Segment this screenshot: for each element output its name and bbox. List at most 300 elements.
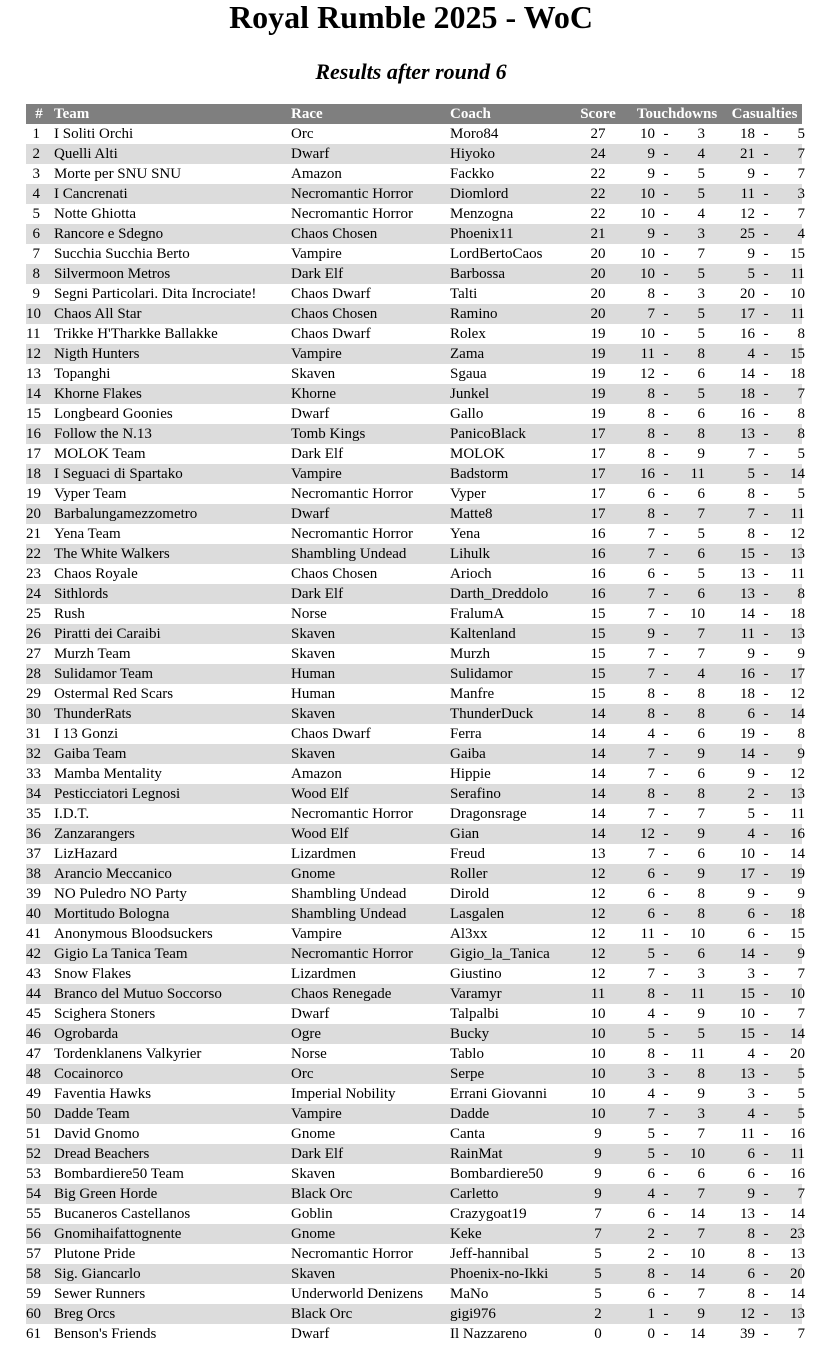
separator: - xyxy=(663,546,669,562)
coach-cell: Barbossa xyxy=(448,264,569,284)
touchdowns-cell-for: 7 xyxy=(647,666,655,682)
table-row xyxy=(26,144,802,164)
table-row xyxy=(26,584,802,604)
touchdowns-cell-for: 7 xyxy=(647,526,655,542)
coach-cell: Dadde xyxy=(448,1104,569,1124)
score-cell: 20 xyxy=(569,304,627,324)
team-cell: Big Green Horde xyxy=(52,1184,289,1204)
race-cell: Vampire xyxy=(289,464,448,484)
race-cell: Norse xyxy=(291,1046,327,1062)
separator: - xyxy=(763,166,769,182)
team-cell: Vyper Team xyxy=(54,486,127,502)
race-cell: Necromantic Horror xyxy=(291,1246,414,1262)
page-title: Royal Rumble 2025 - WoC xyxy=(229,0,593,35)
casualties-cell-against: 17 xyxy=(790,666,805,682)
race-cell: Chaos Dwarf xyxy=(291,286,371,302)
touchdowns-cell-against: 6 xyxy=(697,946,705,962)
separator: - xyxy=(763,1086,769,1102)
separator: - xyxy=(663,746,669,762)
score-cell: 16 xyxy=(590,566,606,582)
touchdowns-cell-for: 6 xyxy=(647,486,655,502)
casualties-cell xyxy=(727,1184,805,1204)
touchdowns-cell-against: 7 xyxy=(697,506,705,522)
score-cell: 11 xyxy=(569,984,627,1004)
casualties-cell xyxy=(727,784,805,804)
touchdowns-cell-against: 8 xyxy=(697,426,705,442)
separator: - xyxy=(763,826,769,842)
touchdowns-cell-against: 5 xyxy=(697,1026,705,1042)
rank-cell: 30 xyxy=(26,704,52,724)
casualties-cell-against: 7 xyxy=(797,166,805,182)
race-cell: Chaos Dwarf xyxy=(291,726,371,742)
race-cell: Necromantic Horror xyxy=(291,486,414,502)
casualties-cell-for: 16 xyxy=(740,666,755,682)
casualties-cell-for: 9 xyxy=(747,166,755,182)
touchdowns-cell-against: 14 xyxy=(690,1206,705,1222)
separator: - xyxy=(663,766,669,782)
race-cell: Gnome xyxy=(289,1224,448,1244)
score-cell: 12 xyxy=(569,864,627,884)
touchdowns-cell-for: 8 xyxy=(647,386,655,402)
casualties-cell xyxy=(727,344,805,364)
casualties-cell-against: 11 xyxy=(790,306,805,322)
casualties-cell-against: 16 xyxy=(790,1166,805,1182)
casualties-cell-for: 18 xyxy=(740,126,755,142)
score-cell: 14 xyxy=(590,726,606,742)
rank-cell: 29 xyxy=(26,686,41,702)
rank-cell: 9 xyxy=(32,286,40,302)
touchdowns-cell-against: 8 xyxy=(697,686,705,702)
race-cell: Black Orc xyxy=(289,1184,448,1204)
race-cell: Imperial Nobility xyxy=(291,1086,396,1102)
separator: - xyxy=(663,1126,669,1142)
casualties-cell-for: 5 xyxy=(747,266,755,282)
touchdowns-cell-for: 12 xyxy=(640,366,655,382)
table-row xyxy=(26,1084,802,1104)
rank-cell: 25 xyxy=(26,606,41,622)
race-cell: Goblin xyxy=(291,1206,333,1222)
coach-cell: Carletto xyxy=(448,1184,569,1204)
separator: - xyxy=(663,126,669,142)
casualties-cell xyxy=(727,944,805,964)
team-cell: Sig. Giancarlo xyxy=(52,1264,289,1284)
table-row xyxy=(26,804,802,824)
team-cell: Zanzarangers xyxy=(52,824,289,844)
separator: - xyxy=(663,566,669,582)
coach-cell: Il Nazzareno xyxy=(450,1326,528,1342)
table-row xyxy=(26,644,802,664)
casualties-cell-against: 18 xyxy=(790,606,805,622)
touchdowns-cell-against: 3 xyxy=(697,286,705,302)
casualties-cell-for: 13 xyxy=(740,566,755,582)
score-cell: 10 xyxy=(590,1046,606,1062)
casualties-cell-against: 10 xyxy=(790,986,805,1002)
casualties-cell-against: 8 xyxy=(797,726,805,742)
col-header-casualties: Casualties xyxy=(727,104,802,124)
coach-cell: Vyper xyxy=(450,486,486,502)
table-row xyxy=(26,204,802,224)
table-row xyxy=(26,1024,802,1044)
table-row xyxy=(26,264,802,284)
casualties-cell-against: 14 xyxy=(790,706,805,722)
team-cell: Silvermoon Metros xyxy=(52,264,289,284)
casualties-cell xyxy=(727,524,805,544)
touchdowns-cell-against: 7 xyxy=(697,1186,705,1202)
touchdowns-cell-against: 6 xyxy=(697,486,705,502)
touchdowns-cell xyxy=(627,384,727,404)
race-cell: Dwarf xyxy=(289,144,448,164)
casualties-cell-against: 11 xyxy=(790,566,805,582)
touchdowns-cell-against: 6 xyxy=(697,546,705,562)
score-cell: 10 xyxy=(569,1064,627,1084)
separator: - xyxy=(763,606,769,622)
casualties-cell-against: 5 xyxy=(797,1066,805,1082)
score-cell: 21 xyxy=(569,224,627,244)
casualties-cell-against: 16 xyxy=(790,826,805,842)
casualties-cell xyxy=(727,204,805,224)
touchdowns-cell xyxy=(627,744,727,764)
touchdowns-cell xyxy=(627,884,727,904)
casualties-cell-against: 5 xyxy=(797,446,805,462)
casualties-cell-for: 13 xyxy=(740,426,755,442)
touchdowns-cell xyxy=(627,124,727,144)
coach-cell: Giustino xyxy=(450,966,502,982)
score-cell: 17 xyxy=(569,504,627,524)
separator: - xyxy=(663,686,669,702)
score-cell: 19 xyxy=(569,344,627,364)
touchdowns-cell xyxy=(627,1044,727,1064)
touchdowns-cell-for: 8 xyxy=(647,446,655,462)
coach-cell: Canta xyxy=(450,1126,485,1142)
separator: - xyxy=(663,726,669,742)
separator: - xyxy=(763,1006,769,1022)
casualties-cell xyxy=(727,824,805,844)
casualties-cell-for: 10 xyxy=(740,1006,755,1022)
coach-cell: Serpe xyxy=(448,1064,569,1084)
touchdowns-cell xyxy=(627,844,727,864)
table-row xyxy=(26,784,802,804)
race-cell: Chaos Chosen xyxy=(291,566,378,582)
coach-cell: Zama xyxy=(448,344,569,364)
casualties-cell-against: 12 xyxy=(790,686,805,702)
touchdowns-cell xyxy=(627,944,727,964)
rank-cell: 58 xyxy=(26,1264,52,1284)
table-row xyxy=(26,944,802,964)
casualties-cell-for: 14 xyxy=(740,366,755,382)
team-cell: Segni Particolari. Dita Incrociate! xyxy=(54,286,257,302)
separator: - xyxy=(763,1226,769,1242)
race-cell: Amazon xyxy=(291,766,342,782)
rank-cell: 22 xyxy=(26,544,52,564)
race-cell: Human xyxy=(291,686,336,702)
score-cell: 15 xyxy=(590,606,606,622)
touchdowns-cell xyxy=(627,1064,727,1084)
casualties-cell-against: 11 xyxy=(790,806,805,822)
race-cell: Necromantic Horror xyxy=(289,944,448,964)
table-row xyxy=(26,564,802,584)
separator: - xyxy=(763,146,769,162)
table-row xyxy=(26,544,802,564)
table-row xyxy=(26,1244,802,1264)
casualties-cell xyxy=(727,1104,805,1124)
rank-cell: 31 xyxy=(26,726,41,742)
separator: - xyxy=(763,546,769,562)
col-header-rank: # xyxy=(26,104,52,124)
score-cell: 12 xyxy=(569,944,627,964)
rank-cell: 59 xyxy=(26,1286,41,1302)
touchdowns-cell-for: 11 xyxy=(640,926,655,942)
race-cell: Skaven xyxy=(289,704,448,724)
casualties-cell-for: 11 xyxy=(740,186,755,202)
race-cell: Dark Elf xyxy=(289,1144,448,1164)
casualties-cell-for: 13 xyxy=(740,586,755,602)
race-cell: Ogre xyxy=(289,1024,448,1044)
separator: - xyxy=(663,1186,669,1202)
casualties-cell xyxy=(727,1204,805,1224)
coach-cell: ThunderDuck xyxy=(448,704,569,724)
touchdowns-cell xyxy=(627,264,727,284)
touchdowns-cell-for: 16 xyxy=(640,466,655,482)
touchdowns-cell xyxy=(627,1204,727,1224)
casualties-cell xyxy=(727,384,805,404)
score-cell: 14 xyxy=(590,806,606,822)
touchdowns-cell-for: 7 xyxy=(647,546,655,562)
separator: - xyxy=(763,686,769,702)
casualties-cell-against: 23 xyxy=(790,1226,805,1242)
page-subtitle: Results after round 6 xyxy=(315,59,507,84)
team-cell: Mortitudo Bologna xyxy=(52,904,289,924)
touchdowns-cell xyxy=(627,1284,727,1304)
touchdowns-cell xyxy=(627,1184,727,1204)
separator: - xyxy=(763,286,769,302)
race-cell: Dwarf xyxy=(291,1326,330,1342)
touchdowns-cell xyxy=(627,624,727,644)
separator: - xyxy=(663,426,669,442)
touchdowns-cell-against: 9 xyxy=(697,746,705,762)
team-cell: Chaos All Star xyxy=(52,304,289,324)
coach-cell: Bucky xyxy=(448,1024,569,1044)
touchdowns-cell-against: 4 xyxy=(697,146,705,162)
touchdowns-cell-for: 8 xyxy=(647,1046,655,1062)
touchdowns-cell xyxy=(627,404,727,424)
rank-cell: 41 xyxy=(26,926,41,942)
casualties-cell-for: 6 xyxy=(747,1166,755,1182)
touchdowns-cell-against: 8 xyxy=(697,346,705,362)
score-cell: 19 xyxy=(590,406,606,422)
team-cell: Pesticciatori Legnosi xyxy=(52,784,289,804)
casualties-cell-for: 8 xyxy=(747,1246,755,1262)
casualties-cell-against: 15 xyxy=(790,346,805,362)
touchdowns-cell-for: 8 xyxy=(647,506,655,522)
casualties-cell xyxy=(727,644,805,664)
touchdowns-cell xyxy=(627,324,727,344)
table-row xyxy=(26,224,802,244)
team-cell: Ogrobarda xyxy=(52,1024,289,1044)
casualties-cell-for: 3 xyxy=(747,1086,755,1102)
casualties-cell xyxy=(727,544,805,564)
touchdowns-cell xyxy=(627,1004,727,1024)
casualties-cell xyxy=(727,1164,805,1184)
casualties-cell xyxy=(727,1044,805,1064)
touchdowns-cell xyxy=(627,344,727,364)
coach-cell: Jeff-hannibal xyxy=(450,1246,529,1262)
team-cell: Khorne Flakes xyxy=(52,384,289,404)
touchdowns-cell-against: 8 xyxy=(697,886,705,902)
team-cell: Tordenklanens Valkyrier xyxy=(54,1046,202,1062)
coach-cell: Sulidamor xyxy=(448,664,569,684)
score-cell: 12 xyxy=(569,904,627,924)
team-cell: Branco del Mutuo Soccorso xyxy=(52,984,289,1004)
touchdowns-cell xyxy=(627,1024,727,1044)
separator: - xyxy=(663,166,669,182)
rank-cell: 43 xyxy=(26,966,41,982)
casualties-cell-for: 6 xyxy=(747,1266,755,1282)
touchdowns-cell xyxy=(627,244,727,264)
touchdowns-cell-against: 6 xyxy=(697,1166,705,1182)
casualties-cell xyxy=(727,864,805,884)
team-cell: Trikke H'Tharkke Ballakke xyxy=(54,326,218,342)
touchdowns-cell-for: 10 xyxy=(640,206,655,222)
rank-cell: 36 xyxy=(26,824,52,844)
team-cell: Rush xyxy=(54,606,85,622)
separator: - xyxy=(763,1146,769,1162)
casualties-cell-for: 9 xyxy=(747,766,755,782)
rank-cell: 60 xyxy=(26,1304,52,1324)
rank-cell: 34 xyxy=(26,784,52,804)
touchdowns-cell-for: 10 xyxy=(640,266,655,282)
team-cell: Snow Flakes xyxy=(54,966,132,982)
rank-cell: 26 xyxy=(26,624,52,644)
separator: - xyxy=(663,806,669,822)
table-row xyxy=(26,1224,802,1244)
touchdowns-cell xyxy=(627,204,727,224)
separator: - xyxy=(763,1106,769,1122)
table-row xyxy=(26,864,802,884)
separator: - xyxy=(763,1026,769,1042)
casualties-cell xyxy=(727,744,805,764)
rank-cell: 44 xyxy=(26,984,52,1004)
team-cell: Mamba Mentality xyxy=(54,766,162,782)
casualties-cell xyxy=(727,844,805,864)
touchdowns-cell xyxy=(627,864,727,884)
rank-cell: 10 xyxy=(26,304,52,324)
touchdowns-cell-for: 7 xyxy=(647,846,655,862)
coach-cell: Manfre xyxy=(450,686,495,702)
separator: - xyxy=(663,286,669,302)
table-row xyxy=(26,304,802,324)
touchdowns-cell-against: 9 xyxy=(697,826,705,842)
casualties-cell-against: 5 xyxy=(797,126,805,142)
coach-cell: Kaltenland xyxy=(448,624,569,644)
score-cell: 19 xyxy=(590,326,606,342)
race-cell: Human xyxy=(289,664,448,684)
casualties-cell-for: 4 xyxy=(747,346,755,362)
casualties-cell-against: 14 xyxy=(790,1206,805,1222)
casualties-cell xyxy=(727,884,805,904)
race-cell: Dark Elf xyxy=(289,584,448,604)
table-row xyxy=(26,1324,802,1344)
coach-cell: Sgaua xyxy=(450,366,487,382)
team-cell: Piratti dei Caraibi xyxy=(52,624,289,644)
separator: - xyxy=(663,1226,669,1242)
team-cell: Dread Beachers xyxy=(52,1144,289,1164)
touchdowns-cell-against: 7 xyxy=(697,646,705,662)
casualties-cell xyxy=(727,1244,805,1264)
casualties-cell xyxy=(727,1084,805,1104)
separator: - xyxy=(763,1266,769,1282)
touchdowns-cell-against: 5 xyxy=(697,266,705,282)
coach-cell: gigi976 xyxy=(448,1304,569,1324)
separator: - xyxy=(663,266,669,282)
rank-cell: 2 xyxy=(26,144,52,164)
touchdowns-cell xyxy=(627,1144,727,1164)
touchdowns-cell-for: 8 xyxy=(647,686,655,702)
rank-cell: 12 xyxy=(26,344,52,364)
separator: - xyxy=(763,466,769,482)
team-cell: NO Puledro NO Party xyxy=(54,886,187,902)
separator: - xyxy=(663,1266,669,1282)
casualties-cell xyxy=(727,904,805,924)
touchdowns-cell-against: 5 xyxy=(697,526,705,542)
rank-cell: 21 xyxy=(26,526,41,542)
casualties-cell xyxy=(727,1124,805,1144)
separator: - xyxy=(663,706,669,722)
casualties-cell-for: 15 xyxy=(740,986,755,1002)
touchdowns-cell xyxy=(627,684,727,704)
score-cell: 5 xyxy=(569,1264,627,1284)
casualties-cell xyxy=(727,984,805,1004)
race-cell: Amazon xyxy=(291,166,342,182)
casualties-cell-for: 17 xyxy=(740,306,755,322)
table-row xyxy=(26,624,802,644)
score-cell: 22 xyxy=(590,166,606,182)
casualties-cell-against: 18 xyxy=(790,906,805,922)
casualties-cell-against: 11 xyxy=(790,266,805,282)
rank-cell: 6 xyxy=(26,224,52,244)
race-cell: Gnome xyxy=(289,864,448,884)
casualties-cell-against: 13 xyxy=(790,1246,805,1262)
score-cell: 15 xyxy=(590,646,606,662)
score-cell: 17 xyxy=(590,486,606,502)
touchdowns-cell-against: 3 xyxy=(697,1106,705,1122)
casualties-cell-against: 5 xyxy=(797,486,805,502)
rank-cell: 51 xyxy=(26,1126,41,1142)
casualties-cell-against: 7 xyxy=(797,1006,805,1022)
team-cell: Quelli Alti xyxy=(52,144,289,164)
team-cell: Gaiba Team xyxy=(52,744,289,764)
touchdowns-cell-against: 6 xyxy=(697,366,705,382)
separator: - xyxy=(763,306,769,322)
casualties-cell-against: 13 xyxy=(790,546,805,562)
separator: - xyxy=(763,566,769,582)
score-cell: 10 xyxy=(569,1104,627,1124)
rank-cell: 61 xyxy=(26,1326,41,1342)
race-cell: Skaven xyxy=(289,624,448,644)
separator: - xyxy=(763,666,769,682)
separator: - xyxy=(763,506,769,522)
rank-cell: 23 xyxy=(26,566,41,582)
touchdowns-cell-for: 7 xyxy=(647,646,655,662)
casualties-cell-for: 20 xyxy=(740,286,755,302)
casualties-cell xyxy=(727,1224,805,1244)
separator: - xyxy=(763,486,769,502)
touchdowns-cell-for: 5 xyxy=(647,1126,655,1142)
casualties-cell-against: 7 xyxy=(797,1326,805,1342)
coach-cell: Dragonsrage xyxy=(450,806,527,822)
coach-cell: RainMat xyxy=(448,1144,569,1164)
casualties-cell-against: 7 xyxy=(797,386,805,402)
rank-cell: 7 xyxy=(32,246,40,262)
